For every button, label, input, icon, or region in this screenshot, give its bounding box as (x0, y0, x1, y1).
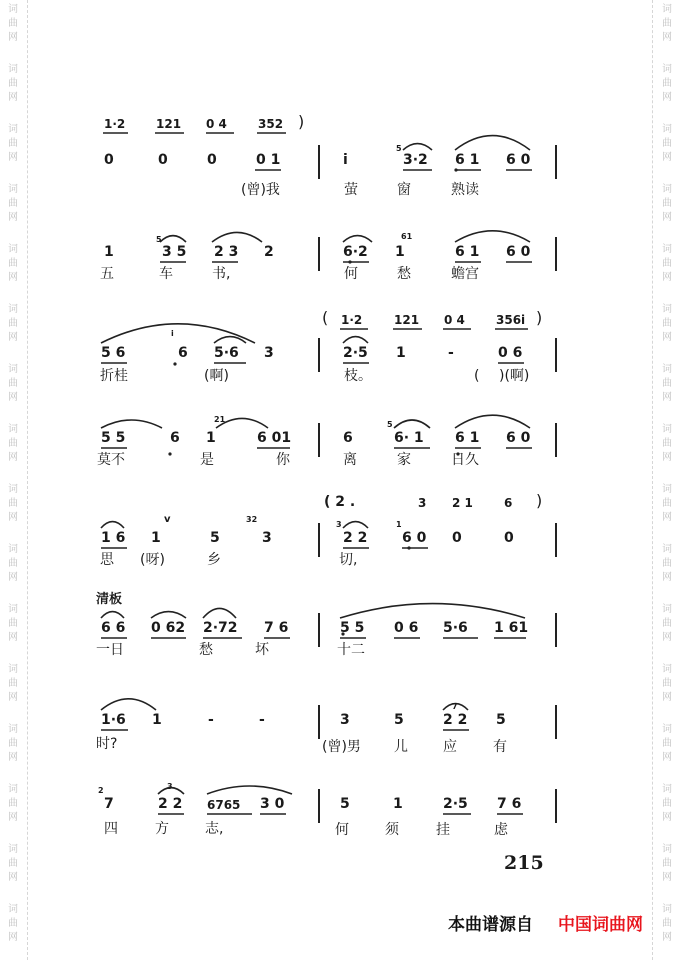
octave-dot (348, 260, 351, 263)
intro-paren: ) (536, 491, 543, 510)
watermark-glyph: 网 (8, 452, 18, 463)
lyric: )(啊) (499, 368, 530, 384)
barline (318, 789, 320, 823)
watermark-glyph: 词 (8, 304, 18, 315)
note: 1 (396, 345, 406, 361)
watermark-glyph: 词 (8, 544, 18, 555)
watermark-glyph: 曲 (8, 498, 18, 509)
watermark-glyph: 词 (8, 124, 18, 135)
watermark-glyph: 词 (662, 484, 672, 495)
watermark-glyph: 网 (8, 512, 18, 523)
barline (555, 145, 557, 179)
intro-note: 356i (496, 313, 526, 327)
rest-dash: - (448, 345, 454, 361)
watermark-glyph: 曲 (662, 678, 672, 689)
note: 5 (210, 530, 220, 546)
lyric: 萤 (344, 182, 358, 198)
watermark-glyph: 网 (662, 572, 672, 583)
watermark-glyph: 词 (662, 604, 672, 615)
note: 7 (104, 796, 114, 812)
lyric: 十二 (337, 642, 365, 658)
note: 1 (206, 430, 216, 446)
watermark-glyph: 词 (8, 724, 18, 735)
note: 5 6 (101, 345, 126, 361)
note: 7 6 (497, 796, 522, 812)
note: 0 6 (394, 620, 419, 636)
watermark-glyph: 网 (662, 152, 672, 163)
watermark-glyph: 曲 (8, 198, 18, 209)
tie-arc (160, 236, 186, 242)
barline (318, 237, 320, 271)
watermark-glyph: 曲 (8, 798, 18, 809)
watermark-glyph: 词 (662, 124, 672, 135)
watermark-glyph: 词 (662, 244, 672, 255)
note: 5 (496, 712, 506, 728)
watermark-glyph: 网 (8, 812, 18, 823)
watermark-glyph: 网 (662, 632, 672, 643)
note: 5·6 (214, 345, 239, 361)
watermark-glyph: 网 (8, 932, 18, 943)
watermark-glyph: 词 (8, 64, 18, 75)
watermark-glyph: 词 (662, 64, 672, 75)
lyric: 你 (276, 452, 290, 468)
tie-arc (203, 608, 236, 618)
tie-arc (101, 612, 124, 618)
lyric: 儿 (394, 739, 408, 755)
lyric: 书, (212, 266, 231, 282)
lyric: 熟读 (451, 182, 479, 198)
barline (318, 338, 320, 372)
note: 6 1 (455, 152, 480, 168)
watermark-glyph: 词 (8, 844, 18, 855)
note: 6 1 (455, 244, 480, 260)
watermark-glyph: 词 (8, 664, 18, 675)
intro-note: 1·2 (104, 117, 126, 131)
tie-arc (455, 231, 530, 242)
note: 1 (152, 712, 162, 728)
note: 6 1 (455, 430, 480, 446)
note: 1 (393, 796, 403, 812)
watermark-glyph: 网 (8, 332, 18, 343)
lyric: 枝。 (344, 368, 372, 384)
tie-arc (340, 604, 525, 618)
watermark-glyph: 曲 (662, 378, 672, 389)
watermark-glyph: 曲 (662, 558, 672, 569)
barline (318, 423, 320, 457)
intro-note: 2 1 (452, 496, 473, 510)
watermark-glyph: 曲 (662, 738, 672, 749)
note: 0 1 (256, 152, 281, 168)
watermark-glyph: 网 (662, 932, 672, 943)
tie-arc (455, 136, 530, 150)
watermark-glyph: 曲 (8, 618, 18, 629)
note: 2·5 (343, 345, 368, 361)
watermark-glyph: 词 (8, 604, 18, 615)
rest-dash: - (259, 712, 265, 728)
barline (555, 613, 557, 647)
watermark-glyph: 网 (662, 92, 672, 103)
breath-mark: v (164, 514, 171, 525)
intro-note: 1·2 (341, 313, 363, 327)
note: 6 01 (257, 430, 292, 446)
note: 6·2 (343, 244, 368, 260)
watermark-glyph: 网 (8, 92, 18, 103)
lyric: 愁 (397, 266, 411, 282)
watermark-glyph: 词 (662, 544, 672, 555)
grace-note: 3 (167, 782, 173, 791)
watermark-glyph: 网 (8, 752, 18, 763)
watermark-glyph: 网 (662, 692, 672, 703)
watermark-glyph: 词 (8, 184, 18, 195)
note: 1 (151, 530, 161, 546)
grace-note: 32 (246, 515, 258, 524)
watermark-glyph: 词 (662, 724, 672, 735)
watermark-glyph: 网 (8, 32, 18, 43)
watermark-glyph: 曲 (8, 678, 18, 689)
tie-arc (101, 324, 255, 343)
watermark-glyph: 曲 (8, 918, 18, 929)
octave-dot (407, 546, 410, 549)
watermark-glyph: 曲 (662, 258, 672, 269)
lyric: 志, (205, 821, 224, 837)
lyric: 是 (200, 452, 214, 468)
tie-arc (343, 337, 368, 343)
barline (555, 705, 557, 739)
watermark-glyph: 曲 (662, 318, 672, 329)
note: 1 61 (494, 620, 529, 636)
watermark-glyph: 网 (662, 752, 672, 763)
note: 0 (158, 152, 168, 168)
note: 2 3 (214, 244, 239, 260)
watermark-glyph: 曲 (8, 258, 18, 269)
watermark-glyph: 曲 (662, 78, 672, 89)
intro-note: 0 4 (444, 313, 465, 327)
lyric: 切, (339, 552, 358, 568)
tie-arc (343, 236, 372, 242)
note: 0 (104, 152, 114, 168)
note: 2·5 (443, 796, 468, 812)
tie-arc (403, 144, 432, 150)
lyric: 离 (343, 452, 357, 468)
lyric: 窗 (397, 182, 411, 198)
grace-note: 21 (214, 415, 226, 424)
tie-arc (101, 522, 124, 528)
note: 2 (264, 244, 274, 260)
note: i (343, 152, 348, 168)
barline (555, 789, 557, 823)
lyric: 应 (443, 739, 457, 755)
barline (555, 338, 557, 372)
lyric: 车 (159, 266, 173, 282)
watermark-glyph: 词 (8, 784, 18, 795)
lyric: 思 (100, 552, 114, 568)
lyric: 何 (335, 822, 349, 838)
watermark-glyph: 曲 (662, 618, 672, 629)
watermark-glyph: 网 (662, 872, 672, 883)
intro-paren: ) (298, 112, 305, 131)
note: 6 (178, 345, 188, 361)
note: 0 (452, 530, 462, 546)
watermark-glyph: 曲 (662, 198, 672, 209)
note: 5 5 (340, 620, 365, 636)
note: 6 6 (101, 620, 126, 636)
watermark-glyph: 词 (8, 484, 18, 495)
tie-arc (455, 415, 530, 428)
tie-arc (343, 522, 368, 528)
note: 0 (504, 530, 514, 546)
note: 1 (104, 244, 114, 260)
note: 2·72 (203, 620, 238, 636)
grace-note: 1 (396, 520, 402, 529)
lyric: 四 (104, 821, 118, 837)
lyric: ( (474, 368, 480, 384)
watermark-glyph: 曲 (662, 858, 672, 869)
intro-note: 3 (418, 496, 427, 510)
watermark-glyph: 词 (8, 364, 18, 375)
intro-note: 121 (394, 313, 420, 327)
lyric: 时? (96, 736, 118, 752)
intro-note: 121 (156, 117, 182, 131)
note: 3 (340, 712, 350, 728)
note: 0 6 (498, 345, 523, 361)
note: 2 2 (443, 712, 468, 728)
footer-site-link[interactable]: 中国词曲网 (558, 915, 643, 935)
watermark-glyph: 曲 (8, 18, 18, 29)
watermark-glyph: 网 (662, 212, 672, 223)
note: 6765 (207, 798, 241, 812)
note: 5·6 (443, 620, 468, 636)
lyric: 挂 (436, 822, 450, 838)
page-number: 215 (504, 852, 544, 874)
watermark-glyph: 词 (662, 844, 672, 855)
note: 6 (343, 430, 353, 446)
lyric: 虑 (494, 822, 508, 838)
watermark-glyph: 网 (662, 332, 672, 343)
note: 3 (264, 345, 274, 361)
tie-arc (151, 612, 186, 618)
watermark-glyph: 词 (662, 364, 672, 375)
note: 3 (262, 530, 272, 546)
watermark-glyph: 曲 (662, 918, 672, 929)
note: 0 62 (151, 620, 186, 636)
lyric: 五 (100, 266, 114, 282)
lyric: 日久 (451, 452, 479, 468)
barline (555, 237, 557, 271)
note: 5 (394, 712, 404, 728)
watermark-glyph: 词 (8, 904, 18, 915)
watermark-glyph: 网 (662, 32, 672, 43)
watermark-glyph: 曲 (8, 858, 18, 869)
lyric: 方 (155, 821, 169, 837)
watermark-glyph: 网 (8, 572, 18, 583)
watermark-glyph: 曲 (8, 138, 18, 149)
note: 6 0 (506, 244, 531, 260)
watermark-glyph: 网 (8, 872, 18, 883)
octave-dot (454, 168, 457, 171)
lyric: 折桂 (100, 368, 128, 384)
lyric: (呀) (140, 552, 165, 568)
watermark-glyph: 曲 (8, 78, 18, 89)
footer-source-text: 本曲谱源自 (448, 915, 533, 935)
lyric: (曾)男 (322, 739, 361, 755)
note: 2 2 (343, 530, 368, 546)
watermark-glyph: 词 (662, 4, 672, 15)
tie-arc (394, 420, 430, 428)
lyric: (啊) (204, 368, 229, 384)
intro-paren: ( (322, 308, 329, 327)
barline (555, 523, 557, 557)
watermark-glyph: 网 (8, 632, 18, 643)
watermark-glyph: 词 (8, 4, 18, 15)
intro-paren: ) (536, 308, 543, 327)
watermark-glyph: 曲 (662, 498, 672, 509)
note: 6 0 (402, 530, 427, 546)
barline (318, 145, 320, 179)
note: 3·2 (403, 152, 428, 168)
watermark-glyph: 网 (8, 272, 18, 283)
watermark-glyph: 曲 (662, 798, 672, 809)
watermark-glyph: 网 (662, 452, 672, 463)
note: 5 5 (101, 430, 126, 446)
watermark-glyph: 网 (8, 152, 18, 163)
note: 1 (395, 244, 405, 260)
watermark-glyph: 曲 (8, 438, 18, 449)
barline (318, 705, 320, 739)
grace-note: 2 (98, 786, 104, 795)
watermark-glyph: 网 (662, 392, 672, 403)
rest-dash: - (208, 712, 214, 728)
grace-note: 7 (452, 702, 458, 711)
intro-note: 0 4 (206, 117, 227, 131)
watermark-glyph: 曲 (8, 558, 18, 569)
note: 1 6 (101, 530, 126, 546)
barline (318, 613, 320, 647)
tie-arc (101, 420, 162, 428)
section-label: 清板 (96, 592, 123, 607)
barline (318, 523, 320, 557)
note: 6· 1 (394, 430, 424, 446)
note: 3 5 (162, 244, 187, 260)
note: 5 (340, 796, 350, 812)
watermark-glyph: 词 (662, 784, 672, 795)
note: 1·6 (101, 712, 126, 728)
grace-note: 61 (401, 232, 413, 241)
lyric: 坏 (255, 642, 269, 658)
lyric: 家 (397, 452, 411, 468)
grace-note: 5 (396, 144, 402, 153)
watermark-glyph: 曲 (8, 318, 18, 329)
note: 0 (207, 152, 217, 168)
watermark-glyph: 词 (662, 304, 672, 315)
watermark-glyph: 词 (8, 424, 18, 435)
lyric: 须 (385, 822, 399, 838)
note: 6 0 (506, 152, 531, 168)
tie-arc (101, 699, 156, 710)
grace-note: 3 (336, 520, 342, 529)
octave-dot (168, 452, 171, 455)
intro-note: 6 (504, 496, 513, 510)
lyric: 有 (493, 739, 507, 755)
watermark-glyph: 词 (662, 904, 672, 915)
lyric: 何 (344, 266, 358, 282)
watermark-glyph: 网 (662, 272, 672, 283)
watermark-glyph: 词 (8, 244, 18, 255)
watermark-glyph: 网 (8, 692, 18, 703)
intro-note: 352 (258, 117, 284, 131)
barline (555, 423, 557, 457)
tie-arc (207, 786, 292, 794)
watermark-glyph: 网 (662, 512, 672, 523)
octave-dot (173, 362, 176, 365)
watermark-glyph: 词 (662, 664, 672, 675)
lyric: 愁 (199, 642, 213, 658)
watermark-glyph: 曲 (8, 738, 18, 749)
lyric: 乡 (207, 552, 221, 568)
lyric: 一日 (96, 642, 124, 658)
watermark-glyph: 曲 (662, 18, 672, 29)
grace-note: 5 (387, 420, 393, 429)
lyric: 莫不 (97, 452, 125, 468)
note: 3 0 (260, 796, 285, 812)
watermark-glyph: 词 (662, 424, 672, 435)
lyric: (曾)我 (241, 182, 280, 198)
watermark-glyph: 网 (8, 212, 18, 223)
watermark-glyph: 网 (662, 812, 672, 823)
intro-note: ( 2 . (324, 494, 356, 510)
watermark-glyph: 曲 (8, 378, 18, 389)
note: 6 (170, 430, 180, 446)
watermark-glyph: 曲 (662, 438, 672, 449)
grace-note: i (171, 329, 174, 338)
note: 2 2 (158, 796, 183, 812)
watermark-glyph: 词 (662, 184, 672, 195)
lyric: 蟾宫 (451, 266, 479, 282)
grace-note: 5 (156, 235, 162, 244)
note: 7 6 (264, 620, 289, 636)
watermark-glyph: 网 (8, 392, 18, 403)
note: 6 0 (506, 430, 531, 446)
watermark-glyph: 曲 (662, 138, 672, 149)
tie-arc (212, 232, 262, 242)
